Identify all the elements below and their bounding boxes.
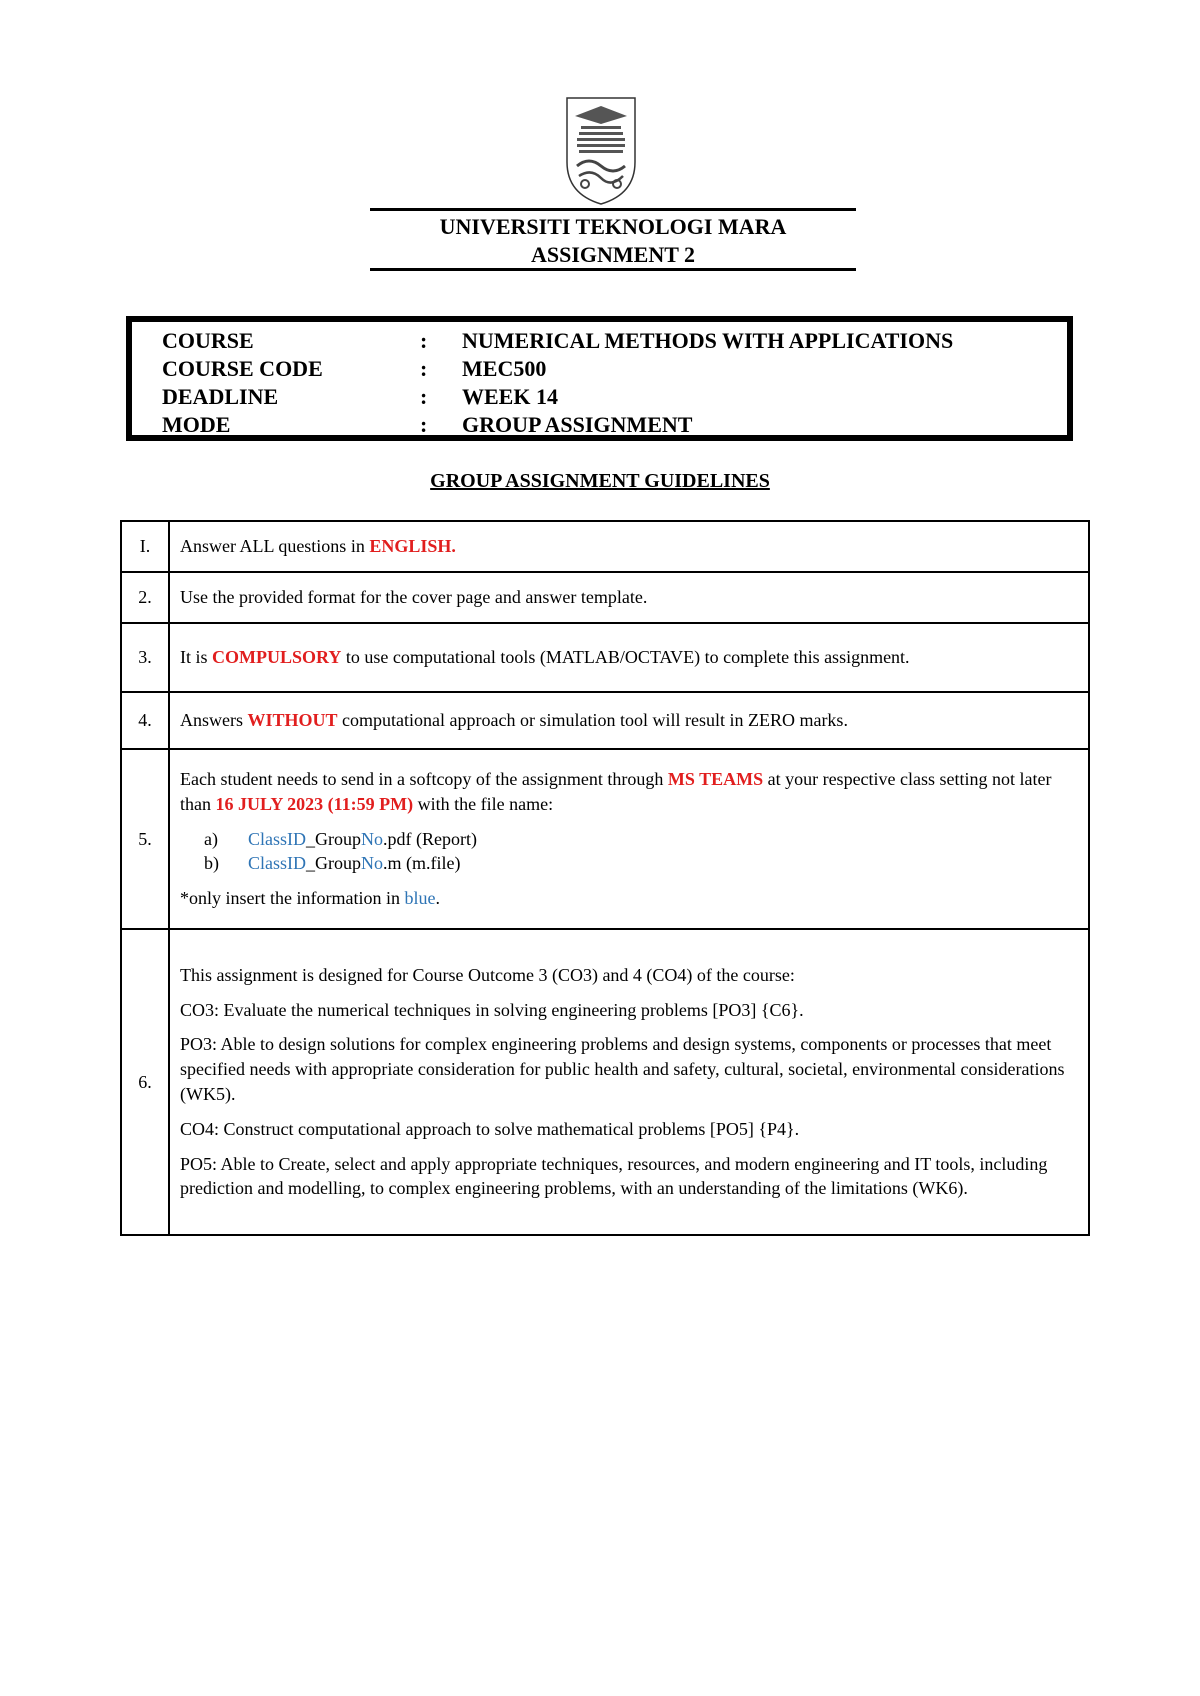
info-label: COURSE CODE: [162, 356, 323, 381]
note: [180, 886, 1076, 911]
text: _Group: [306, 853, 361, 874]
guideline-row: [121, 749, 1089, 929]
uitm-crest-icon: [563, 96, 639, 206]
program-outcome-po3: PO3: Able to design solutions for complex engineering problems and design systems, components or processes that meet specified needs with appropriate consideration for public health and safety, cultural, societal, environmental considerations (WK5).: [180, 1034, 1065, 1104]
text: It is: [180, 647, 213, 668]
guidelines-heading: GROUP ASSIGNMENT GUIDELINES: [430, 470, 770, 492]
course-info-box: [126, 316, 1073, 441]
text: *only insert the information in: [180, 888, 405, 909]
info-colon: :: [420, 412, 428, 437]
guideline-row: [121, 929, 1089, 1235]
emphasis-text: ENGLISH.: [369, 536, 456, 557]
info-label: COURSE: [162, 328, 254, 353]
text: .: [435, 888, 440, 909]
info-value: GROUP ASSIGNMENT: [462, 412, 693, 437]
submission-instruction: [180, 767, 1076, 817]
assignment-title: ASSIGNMENT 2: [530, 242, 696, 267]
info-value: NUMERICAL METHODS WITH APPLICATIONS: [462, 328, 954, 353]
fill-in-text: No: [361, 853, 383, 874]
fill-in-text: ClassID: [248, 828, 306, 849]
text: .m (m.file): [383, 853, 461, 874]
info-value: WEEK 14: [462, 384, 558, 409]
guideline-row: [121, 572, 1089, 623]
fill-in-text: No: [361, 828, 383, 849]
course-outcome-intro: This assignment is designed for Course Outcome 3 (CO3) and 4 (CO4) of the course:: [180, 964, 795, 985]
file-name-item: [204, 827, 1076, 852]
guideline-number: 3.: [121, 623, 169, 692]
text: .pdf (Report): [383, 828, 477, 849]
program-outcome-po5: PO5: Able to Create, select and apply appropriate techniques, resources, and modern engineering and IT tools, including prediction and modelling, to complex engineering problems, with an understanding of the limitations (WK6).: [180, 1153, 1048, 1199]
emphasis-text: COMPULSORY: [212, 647, 342, 668]
guideline-text: [169, 749, 1089, 929]
title-top-rule: [370, 208, 856, 211]
guideline-row: [121, 623, 1089, 692]
list-marker: a): [204, 828, 218, 849]
info-colon: :: [420, 384, 428, 409]
guideline-number: 4.: [121, 692, 169, 749]
deadline-date: 16 JULY 2023 (11:59 PM): [215, 793, 414, 814]
info-label: DEADLINE: [162, 384, 279, 409]
emphasis-text: MS TEAMS: [667, 768, 764, 789]
guideline-text: [169, 521, 1089, 572]
info-colon: :: [420, 356, 428, 381]
guideline-row: [121, 521, 1089, 572]
course-outcome-co4: CO4: Construct computational approach to solve mathematical problems [PO5] {P4}.: [180, 1118, 800, 1139]
guideline-text: [169, 623, 1089, 692]
guideline-text: [169, 572, 1089, 623]
guideline-row: [121, 692, 1089, 749]
guideline-text: [169, 929, 1089, 1235]
guideline-text: [169, 692, 1089, 749]
fill-in-text: ClassID: [248, 853, 306, 874]
text: Answers: [180, 710, 248, 731]
text: Answer ALL questions in: [180, 536, 370, 557]
text: to use computational tools (MATLAB/OCTAVE) to complete this assignment.: [341, 647, 910, 668]
text: computational approach or simulation tool will result in ZERO marks.: [337, 710, 848, 731]
guideline-number: 5.: [121, 749, 169, 929]
text: with the file name:: [413, 793, 554, 814]
text: Each student needs to send in a softcopy of the assignment through: [180, 768, 668, 789]
info-label: MODE: [162, 412, 231, 437]
university-name: UNIVERSITI TEKNOLOGI MARA: [439, 214, 787, 239]
info-colon: :: [420, 328, 428, 353]
guidelines-table: [120, 520, 1090, 1236]
text: Use the provided format for the cover page and answer template.: [180, 587, 648, 608]
emphasis-text: WITHOUT: [247, 710, 338, 731]
text: _Group: [306, 828, 361, 849]
text: at your respective class setting not later than: [180, 768, 1052, 814]
guideline-number: I.: [121, 521, 169, 572]
course-outcome-co3: CO3: Evaluate the numerical techniques in solving engineering problems [PO3] {C6}.: [180, 999, 804, 1020]
fill-in-text: blue: [404, 888, 436, 909]
list-marker: b): [204, 853, 219, 874]
title-bottom-rule: [370, 268, 856, 271]
info-value: MEC500: [462, 356, 547, 381]
guideline-number: 6.: [121, 929, 169, 1235]
file-name-item: [204, 851, 1076, 876]
guideline-number: 2.: [121, 572, 169, 623]
